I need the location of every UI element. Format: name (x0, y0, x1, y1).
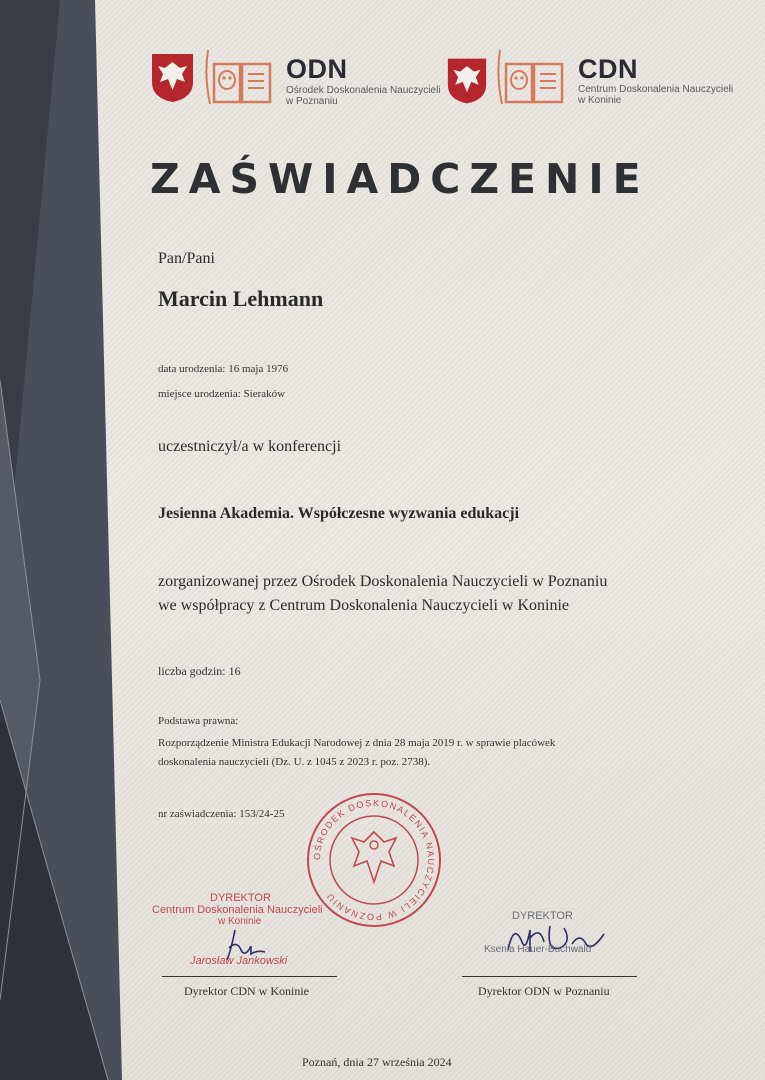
cdn-book-owl-icon (496, 46, 571, 108)
legal-basis-line1: Rozporządzenie Ministra Edukacji Narodowej z dnia 28 maja 2019 r. w sprawie placówek (158, 737, 556, 749)
side-decoration (0, 0, 140, 1080)
hours-count: liczba godzin: 16 (158, 664, 241, 678)
left-stamp-title: DYREKTOR (210, 892, 271, 904)
organizer-line2: we współpracy z Centrum Doskonalenia Nauczycieli w Koninie (158, 597, 569, 614)
participation-text: uczestniczył/a w konferencji (158, 438, 342, 455)
legal-basis-label: Podstawa prawna: (158, 715, 239, 727)
cdn-coat-of-arms-icon (446, 56, 488, 106)
left-signature-caption: Dyrektor CDN w Koninie (184, 984, 309, 998)
odn-book-owl-icon (204, 46, 279, 108)
seal-ring-text: OŚRODEK DOSKONALENIA NAUCZYCIELI W POZNANIU (311, 797, 437, 923)
right-stamp-title: DYREKTOR (512, 910, 573, 922)
certificate-number: nr zaświadczenia: 153/24-25 (158, 808, 285, 820)
odn-coat-of-arms-icon (150, 52, 195, 104)
left-stamp-name: Jarosław Jankowski (190, 955, 288, 967)
organizer-line1: zorganizowanej przez Ośrodek Doskonalenia Nauczycieli w Poznaniu (158, 573, 608, 590)
place-and-date: Poznań, dnia 27 września 2024 (302, 1055, 452, 1069)
cdn-full-name-line2: w Koninie (578, 95, 622, 106)
odn-full-name-line1: Ośrodek Doskonalenia Nauczycieli (286, 85, 441, 96)
conference-title: Jesienna Akademia. Współczesne wyzwania edukacji (158, 505, 520, 522)
cdn-abbr: CDN (578, 54, 638, 84)
left-stamp-org-line2: w Koninie (218, 916, 262, 927)
salutation: Pan/Pani (158, 250, 215, 267)
document-title: ZAŚWIADCZENIE (150, 155, 650, 203)
right-signature-caption: Dyrektor ODN w Poznaniu (478, 984, 610, 998)
birth-place: miejsce urodzenia: Sieraków (158, 388, 286, 400)
left-signature-line (162, 976, 337, 977)
odn-full-name-line2: w Poznaniu (286, 96, 338, 107)
round-seal-stamp (304, 790, 444, 930)
legal-basis-line2: doskonalenia nauczycieli (Dz. U. z 1045 z 2023 r. poz. 2738). (158, 756, 431, 768)
left-stamp-org-line1: Centrum Doskonalenia Nauczycieli (152, 904, 323, 916)
recipient-name: Marcin Lehmann (158, 286, 324, 311)
birth-date: data urodzenia: 16 maja 1976 (158, 363, 289, 375)
odn-abbr: ODN (286, 54, 348, 84)
right-signature-line (462, 976, 637, 977)
right-stamp-name: Ksenia Hauer-Buchwald (484, 944, 592, 955)
cdn-full-name-line1: Centrum Doskonalenia Nauczycieli (578, 84, 734, 95)
